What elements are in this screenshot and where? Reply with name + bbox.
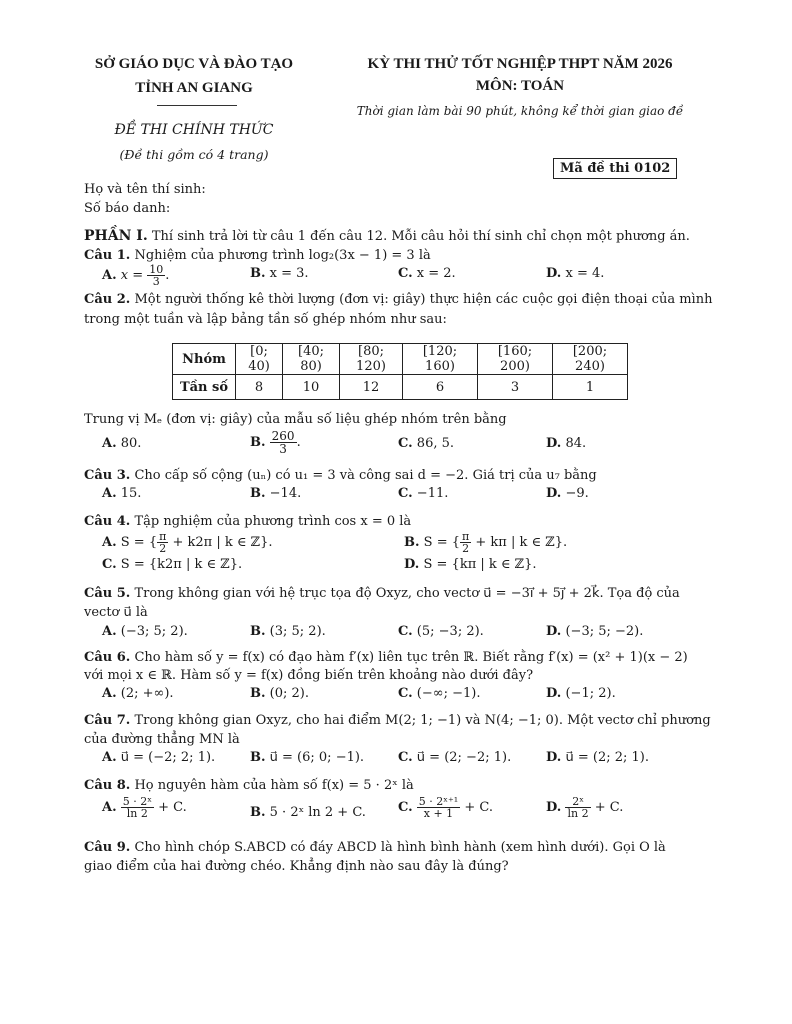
- q2-option-c: C. 86, 5.: [398, 436, 455, 451]
- department-name: SỞ GIÁO DỤC VÀ ĐÀO TẠO: [94, 56, 294, 72]
- table-cell: 1: [553, 375, 628, 400]
- q6-option-d: D. (−1; 2).: [546, 686, 616, 701]
- q4-option-c: C. S = {k2π | k ∈ ℤ}.: [102, 557, 243, 572]
- q8-option-a: A. $\frac{\text{5 · 2ˣ}}{\ln 2}$ + C.: [102, 795, 187, 820]
- q5-option-b: B. (3; 5; 2).: [250, 624, 326, 639]
- table-cell: [40; 80): [283, 344, 340, 375]
- q7-option-d: D. u⃗ = (2; 2; 1).: [546, 750, 649, 765]
- q4-option-a: A. S = { $\frac{\pi}{2}$ + k2π | k ∈ ℤ}.: [102, 530, 273, 555]
- table-cell: [120; 160): [403, 344, 478, 375]
- table-cell: [80; 120): [340, 344, 403, 375]
- q8-option-b: B. 5 · 2ˣ ln 2 + C.: [250, 805, 366, 820]
- q4-option-d: D. S = {kπ | k ∈ ℤ}.: [404, 557, 537, 572]
- q1-option-c: C. x = 2.: [398, 266, 456, 281]
- table-head-freq: Tần số: [173, 375, 236, 400]
- table-cell: 10: [283, 375, 340, 400]
- table-cell: 12: [340, 375, 403, 400]
- q6-option-b: B. (0; 2).: [250, 686, 309, 701]
- question-3: Câu 3. Cho cấp số cộng (uₙ) có u₁ = 3 và công sai d = −2. Giá trị của u₇ bằng: [84, 468, 597, 483]
- q6-option-c: C. (−∞; −1).: [398, 686, 481, 701]
- q2-text1: Một người thống kê thời lượng (đơn vị: giây) thực hiện các cuộc gọi điện thoại của mình: [134, 292, 713, 307]
- q7-option-c: C. u⃗ = (2; −2; 1).: [398, 750, 512, 765]
- q5-option-d: D. (−3; 5; −2).: [546, 624, 644, 639]
- q3-option-b: B. −14.: [250, 486, 302, 501]
- q7-option-b: B. u⃗ = (6; 0; −1).: [250, 750, 365, 765]
- table-cell: [160; 200): [478, 344, 553, 375]
- part1-instruction: Thí sinh trả lời từ câu 1 đến câu 12. Mỗi câu hỏi thí sinh chỉ chọn một phương án.: [151, 229, 690, 244]
- q2-option-a: A. 80.: [102, 436, 142, 451]
- q9-text2: giao điểm của hai đường chéo. Khẳng định nào sau đây là đúng?: [84, 859, 509, 874]
- q1-text: Nghiệm của phương trình log₂(3x − 1) = 3 là: [134, 248, 431, 263]
- question-8: Câu 8. Họ nguyên hàm của hàm số f(x) = 5 · 2ˣ là: [84, 778, 414, 793]
- table-row: [173, 344, 628, 375]
- q2-label: Câu 2.: [84, 292, 131, 307]
- q3-option-d: D. −9.: [546, 486, 589, 501]
- part1-title: PHẦN I.: [84, 228, 148, 244]
- q5-text2: vectơ u⃗ là: [84, 605, 148, 620]
- q1-label: Câu 1.: [84, 248, 131, 263]
- table-cell: 3: [478, 375, 553, 400]
- q1-option-d: D. x = 4.: [546, 266, 605, 281]
- exam-code-box: Mã đề thi 0102: [553, 158, 677, 179]
- time-note: Thời gian làm bài 90 phút, không kể thời gian giao đề: [356, 104, 684, 118]
- question-9-line1: Câu 9. Cho hình chóp S.ABCD có đáy ABCD là hình bình hành (xem hình dưới). Gọi O là: [84, 840, 666, 855]
- q3-option-a: A. 15.: [102, 486, 142, 501]
- header-divider: [157, 105, 237, 106]
- q5-option-c: C. (5; −3; 2).: [398, 624, 484, 639]
- q2-text3: Trung vị Mₑ (đơn vị: giây) của mẫu số liệu ghép nhóm trên bằng: [84, 412, 507, 427]
- province-name: TỈNH AN GIANG: [135, 80, 253, 96]
- q7-option-a: A. u⃗ = (−2; 2; 1).: [102, 750, 216, 765]
- q1-option-a: A. x = $\frac{10}{3}$ .: [102, 263, 170, 288]
- question-1: [84, 248, 431, 263]
- exam-title: KỲ THI THỬ TỐT NGHIỆP THPT NĂM 2026: [367, 56, 673, 72]
- q6-option-a: A. (2; +∞).: [102, 686, 174, 701]
- q2-option-d: D. 84.: [546, 436, 587, 451]
- question-2-line1: [84, 292, 712, 307]
- table-cell: 6: [403, 375, 478, 400]
- table-cell: [200; 240): [553, 344, 628, 375]
- q3-option-c: C. −11.: [398, 486, 449, 501]
- pages-note: (Đề thi gồm có 4 trang): [119, 147, 269, 162]
- question-4: Câu 4. Tập nghiệm của phương trình cos x = 0 là: [84, 514, 412, 529]
- q8-option-d: D. $\frac{\text{2ˣ}}{\ln 2}$ + C.: [546, 795, 624, 820]
- q5-option-a: A. (−3; 5; 2).: [102, 624, 188, 639]
- q4-option-b: B. S = { $\frac{\pi}{2}$ + kπ | k ∈ ℤ}.: [404, 530, 568, 555]
- q2-option-b: B. $\frac{260}{3}$ .: [250, 429, 301, 456]
- question-5-line1: Câu 5. Trong không gian với hệ trục tọa độ Oxyz, cho vectơ u⃗ = −3i⃗ + 5j⃗ + 2k⃗. Tọa độ của: [84, 586, 680, 601]
- subject-title: MÔN: TOÁN: [475, 78, 565, 94]
- candidate-id-label: Số báo danh:: [84, 201, 171, 216]
- table-row: [173, 375, 628, 400]
- q1-option-b: B. x = 3.: [250, 266, 309, 281]
- part1-heading: [84, 228, 690, 244]
- frequency-table: [172, 343, 628, 400]
- table-cell: [0; 40): [236, 344, 283, 375]
- table-cell: 8: [236, 375, 283, 400]
- question-7-line1: Câu 7. Trong không gian Oxyz, cho hai điểm M(2; 1; −1) và N(4; −1; 0). Một vectơ chỉ phương: [84, 713, 711, 728]
- official-exam-label: ĐỀ THI CHÍNH THỨC: [114, 122, 274, 138]
- candidate-name-label: Họ và tên thí sinh:: [84, 182, 206, 197]
- q8-option-c: C. $\frac{\text{5 · 2ˣ⁺¹}}{x + 1}$ + C.: [398, 795, 493, 820]
- q7-text2: của đường thẳng MN là: [84, 732, 240, 747]
- question-6-line1: Câu 6. Cho hàm số y = f(x) có đạo hàm f′(x) liên tục trên ℝ. Biết rằng f′(x) = (x² + 1)(x − 2): [84, 650, 688, 665]
- q6-text2: với mọi x ∈ ℝ. Hàm số y = f(x) đồng biến trên khoảng nào dưới đây?: [84, 668, 534, 683]
- q2-text2: trong một tuần và lập bảng tần số ghép nhóm như sau:: [84, 312, 447, 327]
- table-head-group: Nhóm: [173, 344, 236, 375]
